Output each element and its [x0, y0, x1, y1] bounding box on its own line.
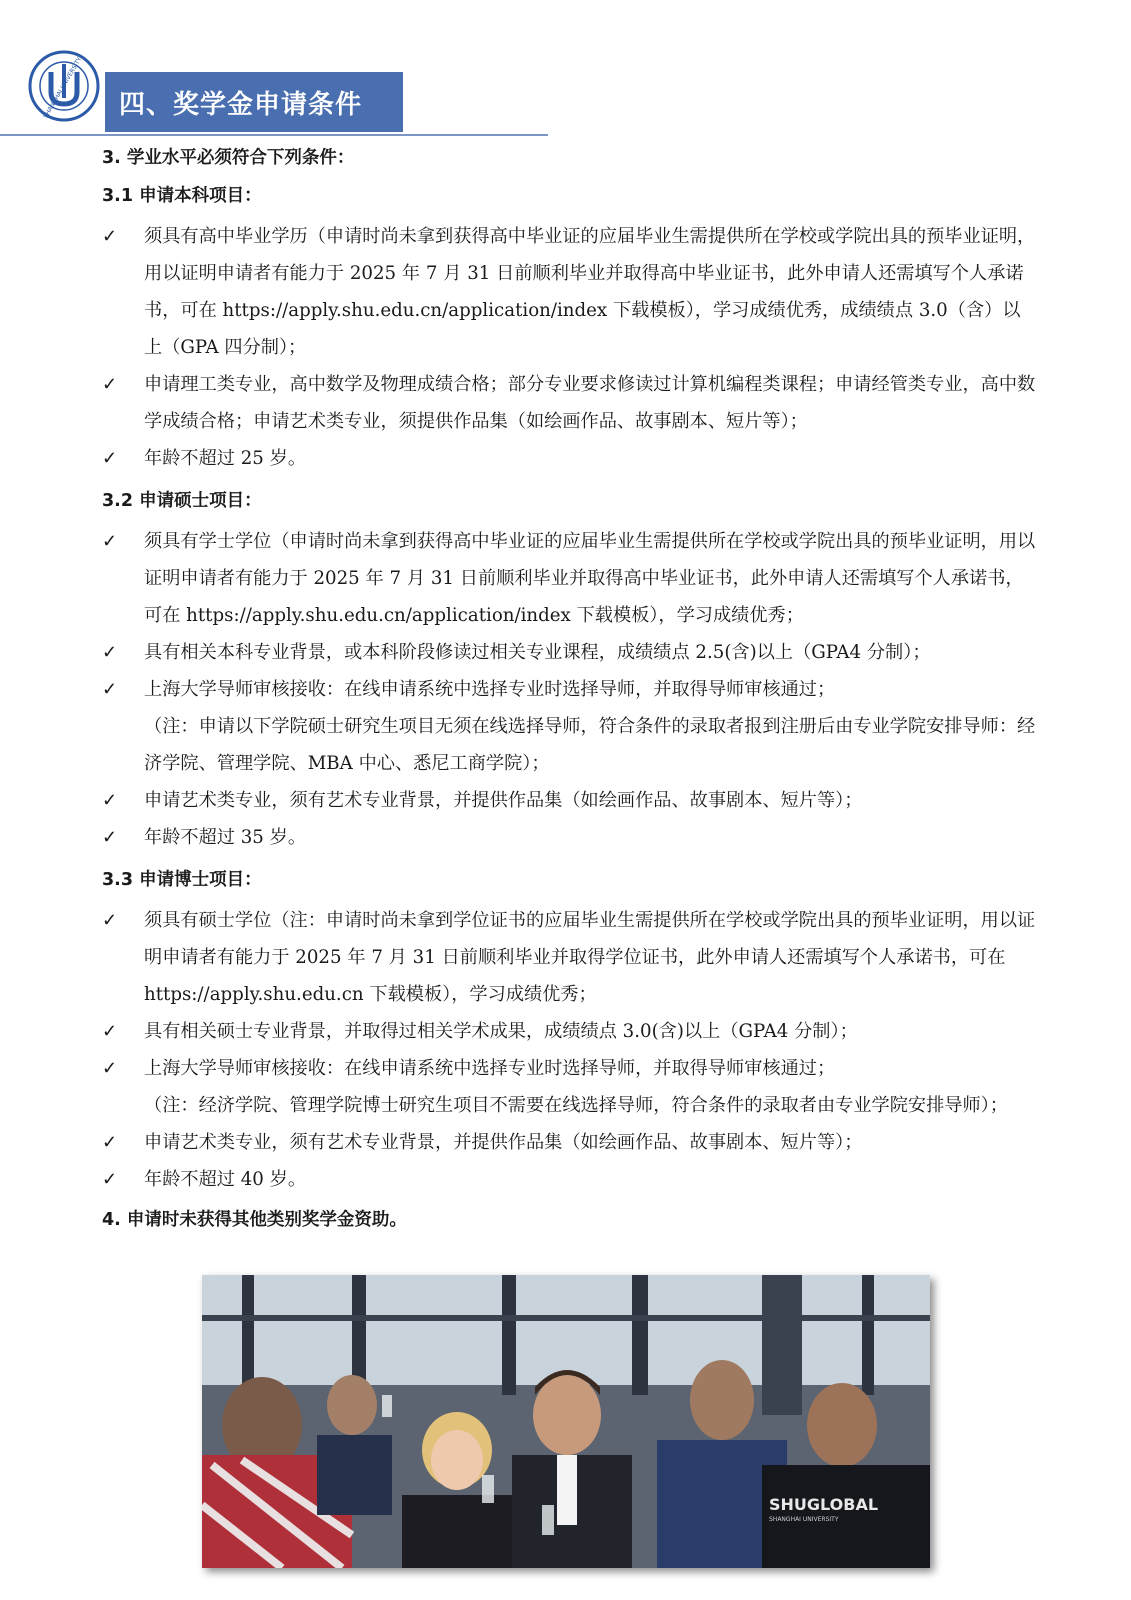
list-item: ✓ 年龄不超过 40 岁。 — [102, 1161, 1037, 1198]
check-icon: ✓ — [102, 1169, 118, 1190]
section-4-title: 4. 申请时未获得其他类别奖学金资助。 — [102, 1210, 407, 1230]
list-item: ✓ 上海大学导师审核接收：在线申请系统中选择专业时选择导师，并取得导师审核通过； — [102, 671, 1037, 708]
list-item: ✓ 须具有学士学位（申请时尚未拿到获得高中毕业证的应届毕业生需提供所在学校或学院出具的预毕业证明，用以证明申请者有能力于 2025 年 7 月 31 日前顺利毕业并取得高中毕业证书，此外申请人还需填写个人承诺书，可在 https://apply.shu.edu.cn/application/index 下载模板），学习成绩优秀； — [102, 523, 1037, 634]
check-icon: ✓ — [102, 642, 118, 663]
list-item: ✓ 申请艺术类专业，须有艺术专业背景，并提供作品集（如绘画作品、故事剧本、短片等）； — [102, 782, 1037, 819]
list-item: ✓ 年龄不超过 35 岁。 — [102, 819, 1037, 856]
shirt-subtitle: SHANGHAI UNIVERSITY — [769, 1516, 839, 1523]
section-header: 四、奖学金申请条件 — [105, 72, 403, 132]
section-3-1-title: 3.1 申请本科项目： — [102, 186, 262, 206]
list-item: ✓ 具有相关硕士专业背景，并取得过相关学术成果，成绩绩点 3.0(含)以上（GPA4 分制）； — [102, 1013, 1037, 1050]
list-item: ✓ 上海大学导师审核接收：在线申请系统中选择专业时选择导师，并取得导师审核通过； — [102, 1050, 1037, 1087]
note-text: （注：申请以下学院硕士研究生项目无须在线选择导师，符合条件的录取者报到注册后由专业学院安排导师：经济学院、管理学院、MBA 中心、悉尼工商学院）； — [144, 716, 1036, 774]
section-3-3-title: 3.3 申请博士项目： — [102, 870, 262, 890]
check-icon: ✓ — [102, 1021, 118, 1042]
list-item: ✓ 须具有高中毕业学历（申请时尚未拿到获得高中毕业证的应届毕业生需提供所在学校或学院出具的预毕业证明，用以证明申请者有能力于 2025 年 7 月 31 日前顺利毕业并取得高中毕业证书，此外申请人还需填写个人承诺书，可在 https://apply.shu.edu.cn/application/index 下载模板），学习成绩优秀，成绩绩点 3.0（含）以上（GPA 四分制）； — [102, 218, 1037, 366]
check-icon: ✓ — [102, 827, 118, 848]
check-icon: ✓ — [102, 226, 118, 247]
check-icon: ✓ — [102, 1132, 118, 1153]
check-icon: ✓ — [102, 910, 118, 931]
section-3-2-title: 3.2 申请硕士项目： — [102, 491, 262, 511]
list-item: ✓ 须具有硕士学位（注：申请时尚未拿到学位证书的应届毕业生需提供所在学校或学院出具的预毕业证明，用以证明申请者有能力于 2025 年 7 月 31 日前顺利毕业并取得学位证书，此外申请人还需填写个人承诺书，可在 https://apply.shu.edu.cn 下载模板），学习成绩优秀； — [102, 902, 1037, 1013]
shu-logo — [27, 42, 101, 130]
list-item: ✓ 申请艺术类专业，须有艺术专业背景，并提供作品集（如绘画作品、故事剧本、短片等）； — [102, 1124, 1037, 1161]
check-icon: ✓ — [102, 531, 118, 552]
shirt-logo: SHUGLOBAL — [769, 1495, 879, 1514]
header-divider — [0, 134, 548, 136]
check-icon: ✓ — [102, 790, 118, 811]
event-photo — [202, 1275, 930, 1568]
check-icon: ✓ — [102, 374, 118, 395]
list-item: ✓ 具有相关本科专业背景，或本科阶段修读过相关专业课程，成绩绩点 2.5(含)以上（GPA4 分制）； — [102, 634, 1037, 671]
check-icon: ✓ — [102, 448, 118, 469]
section-3-title: 3. 学业水平必须符合下列条件： — [102, 148, 355, 168]
list-item: ✓ 申请理工类专业，高中数学及物理成绩合格；部分专业要求修读过计算机编程类课程；申请经管类专业，高中数学成绩合格；申请艺术类专业，须提供作品集（如绘画作品、故事剧本、短片等）； — [102, 366, 1037, 440]
note-text: （注：经济学院、管理学院博士研究生项目不需要在线选择导师，符合条件的录取者由专业学院安排导师）； — [144, 1095, 1008, 1116]
check-icon: ✓ — [102, 679, 118, 700]
check-icon: ✓ — [102, 1058, 118, 1079]
logo-text: SHANGHAI UNIVERSITY — [42, 56, 84, 120]
list-item: ✓ 年龄不超过 25 岁。 — [102, 440, 1037, 477]
document-body — [102, 146, 1037, 1234]
